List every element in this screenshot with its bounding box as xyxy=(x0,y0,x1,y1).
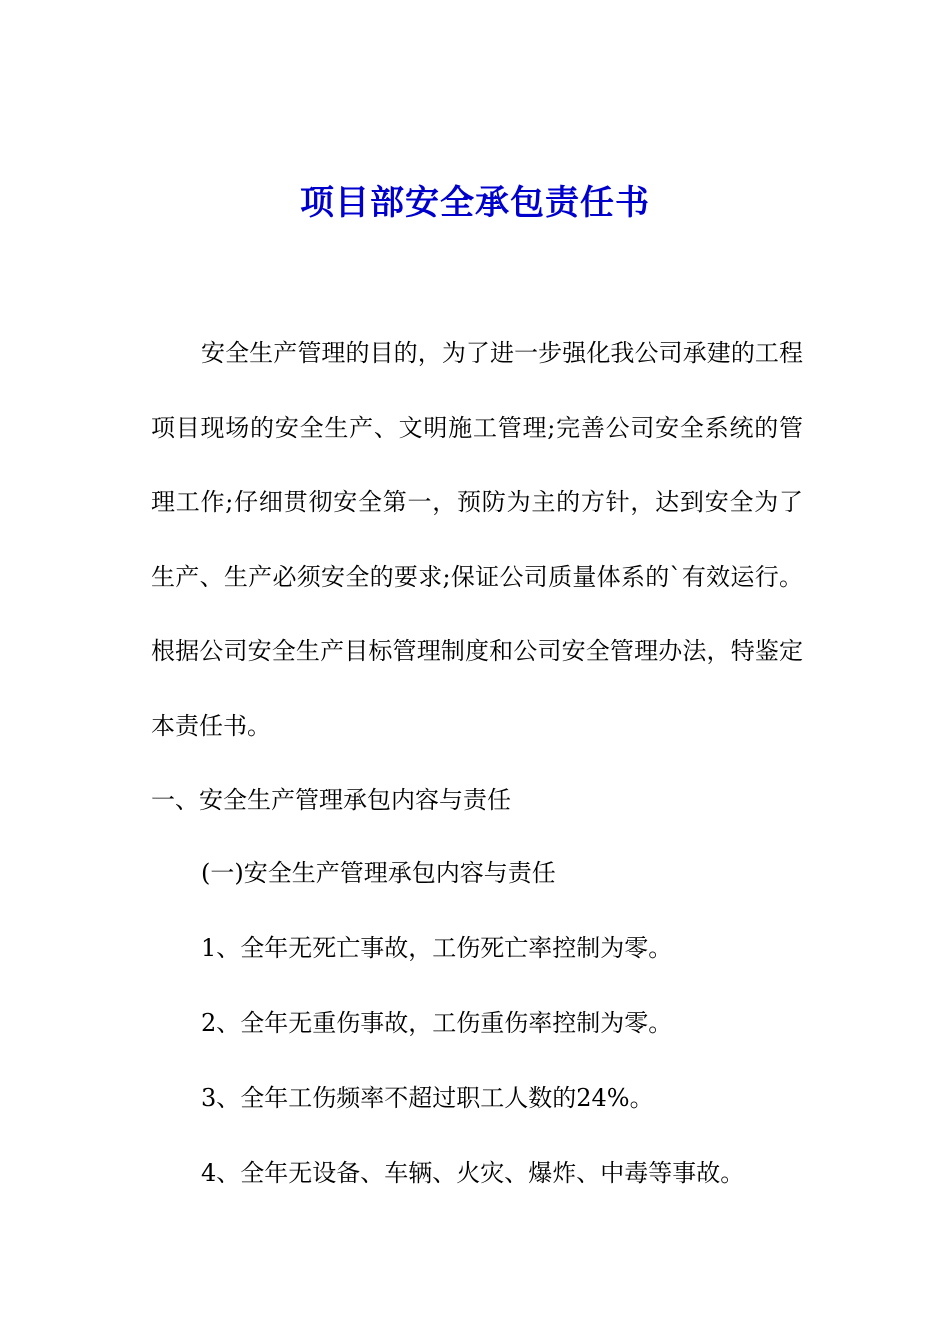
list-item: 4、全年无设备、车辆、火灾、爆炸、中毒等事故。 xyxy=(201,1159,745,1187)
document-title: 项目部安全承包责任书 xyxy=(300,183,650,223)
section-heading: 一、安全生产管理承包内容与责任 xyxy=(151,786,511,814)
list-item: 3、全年工伤频率不超过职工人数的24%。 xyxy=(201,1084,654,1112)
subsection-heading: (一)安全生产管理承包内容与责任 xyxy=(201,859,556,887)
intro-paragraph: 安全生产管理的目的，为了进一步强化我公司承建的工程项目现场的安全生产、文明施工管理;完善公司安全系统的管理工作;仔细贯彻安全第一，预防为主的方针，达到安全为了生产、生产必须安全的要求;保证公司质量体系的`有效运行。根据公司安全生产目标管理制度和公司安全管理办法，特鉴定本责任书。 xyxy=(151,339,803,740)
list-item: 2、全年无重伤事故，工伤重伤率控制为零。 xyxy=(201,1009,673,1037)
list-item: 1、全年无死亡事故，工伤死亡率控制为零。 xyxy=(201,934,673,962)
